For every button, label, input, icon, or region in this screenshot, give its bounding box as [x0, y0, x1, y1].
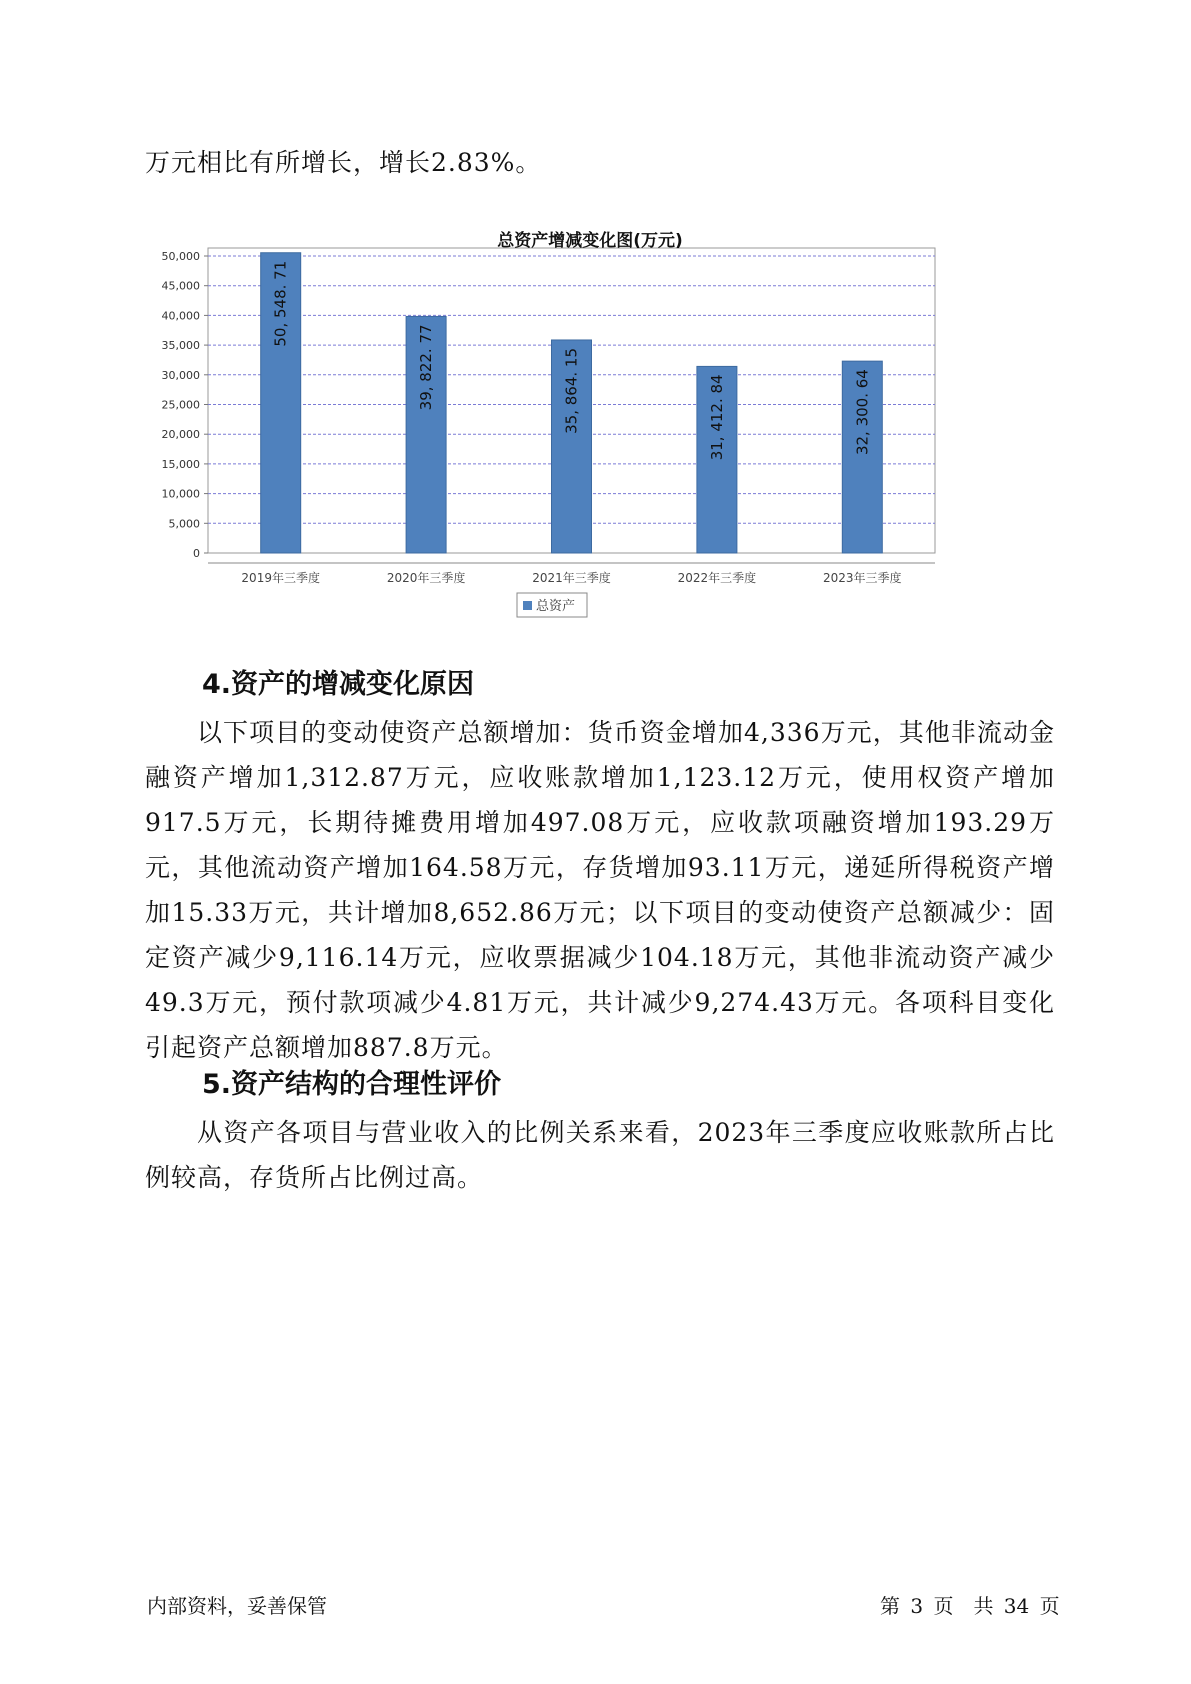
bar-value-label: 31, 412. 84 — [707, 374, 726, 461]
section-4-title: 4.资产的增减变化原因 — [202, 669, 475, 700]
y-tick-label: 20,000 — [161, 428, 200, 442]
x-tick-label: 2023年三季度 — [823, 571, 902, 585]
y-tick-label: 40,000 — [161, 309, 200, 323]
bar-value-label: 35, 864. 15 — [562, 347, 581, 434]
chart-canvas — [150, 220, 1030, 670]
section-5-body: 从资产各项目与营业收入的比例关系来看，2023年三季度应收账款所占比例较高，存货所占比例过高。 — [145, 1118, 1055, 1192]
legend-label: 总资产 — [536, 599, 576, 614]
y-tick-label: 30,000 — [161, 368, 200, 382]
y-tick-label: 35,000 — [161, 339, 200, 353]
y-tick-label: 50,000 — [161, 250, 200, 263]
y-tick-label: 10,000 — [161, 487, 200, 501]
bar-value-label: 50, 548. 71 — [271, 260, 290, 347]
y-tick-label: 25,000 — [161, 398, 200, 412]
intro-paragraph: 万元相比有所增长，增长2.83%。 — [145, 148, 542, 177]
legend-swatch — [523, 601, 532, 610]
bar-value-label: 32, 300. 64 — [853, 369, 872, 456]
section-5-title: 5.资产结构的合理性评价 — [202, 1069, 502, 1100]
y-tick-label: 5,000 — [168, 517, 200, 531]
x-tick-label: 2022年三季度 — [677, 571, 757, 585]
y-tick-label: 0 — [193, 547, 200, 560]
y-tick-label: 15,000 — [161, 457, 200, 471]
footer-page-number: 第 3 页 共 34 页 — [880, 1594, 1060, 1618]
x-tick-label: 2020年三季度 — [386, 571, 466, 585]
y-tick-label: 45,000 — [161, 279, 200, 293]
x-tick-label: 2021年三季度 — [532, 571, 611, 585]
total-assets-chart — [150, 220, 1030, 670]
x-tick-label: 2019年三季度 — [241, 571, 320, 585]
bar-value-label: 39, 822. 77 — [417, 324, 436, 411]
footer-confidential-note: 内部资料，妥善保管 — [147, 1594, 327, 1618]
chart-title: 总资产增减变化图(万元) — [497, 231, 683, 251]
section-4-body: 以下项目的变动使资产总额增加：货币资金增加4,336万元，其他非流动金融资产增加1,312.87万元，应收账款增加1,123.12万元，使用权资产增加917.5万元，长期待摊费用增加497.08万元，应收款项融资增加193.29万元，其他流动资产增加164.58万元，存货增加93.11万元，递延所得税资产增加15.33万元，共计增加8,652.86万元；以下项目的变动使资产总额减少：固定资产减少9,116.14万元，应收票据减少104.18万元，其他非流动资产减少49.3万元，预付款项减少4.81万元，共计减少9,274.43万元。各项科目变化引起资产总额增加887.8万元。 — [145, 718, 1055, 1062]
